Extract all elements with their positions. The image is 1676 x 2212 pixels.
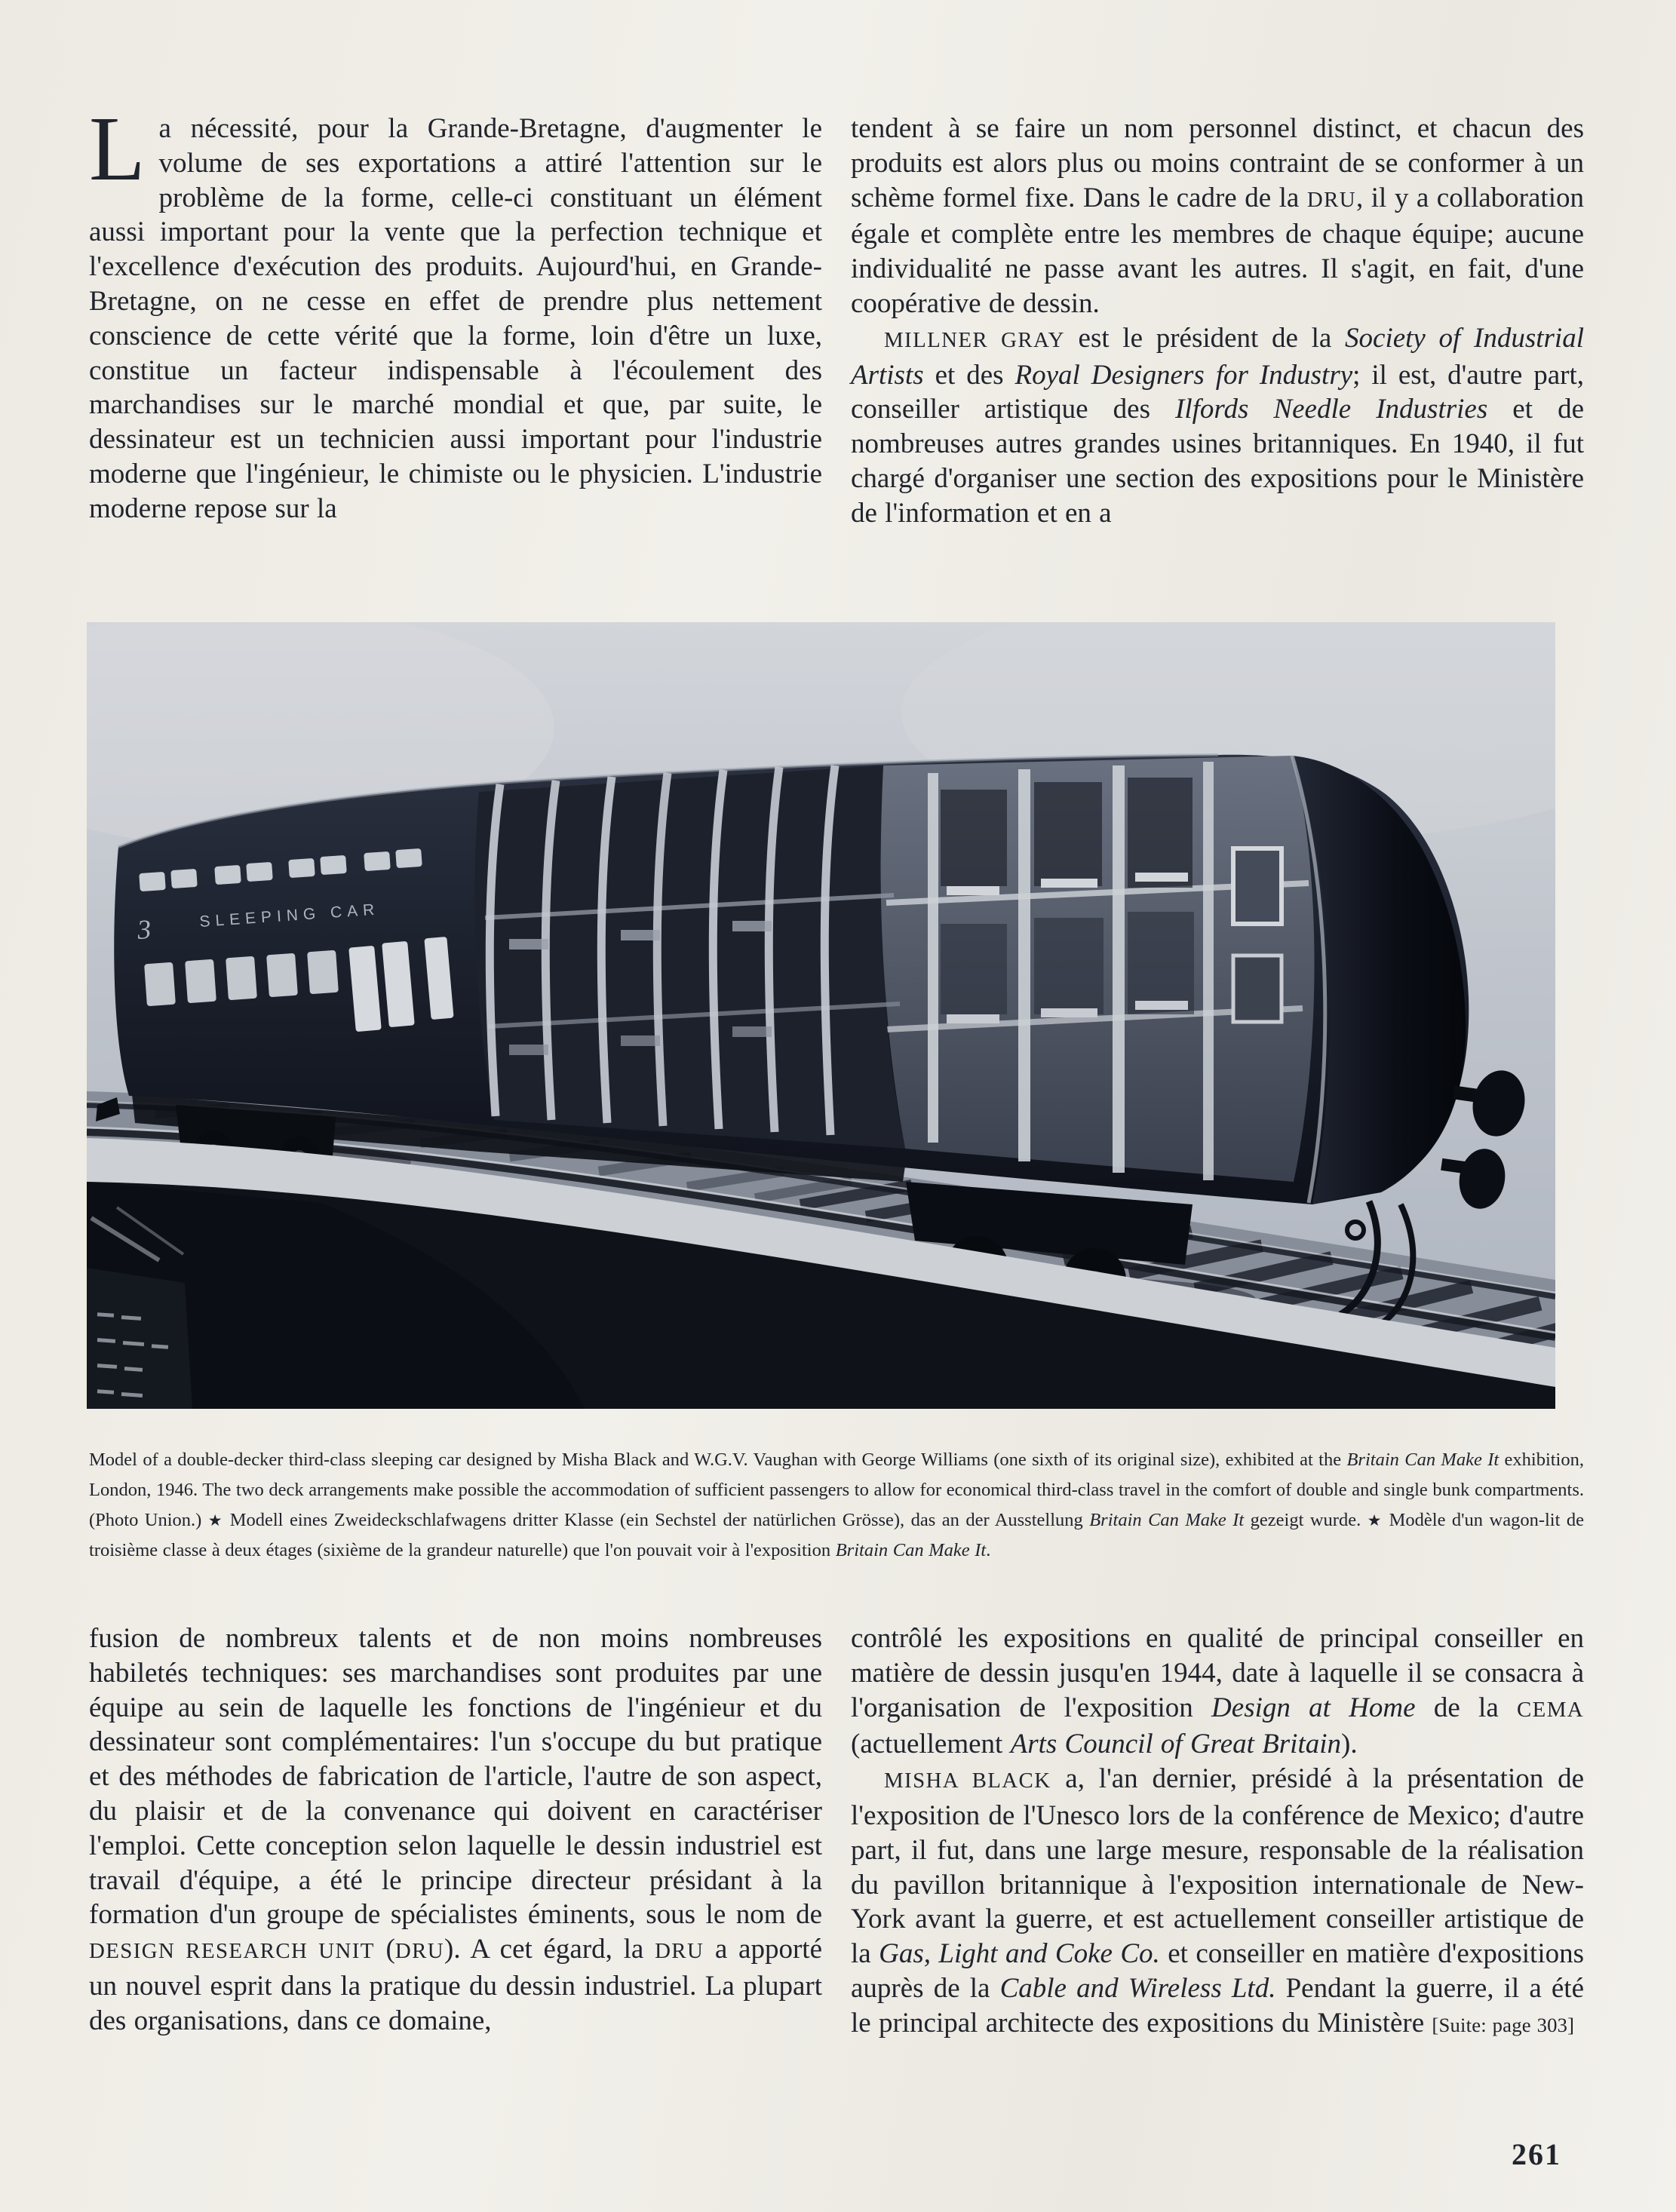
page-number: 261 xyxy=(1512,2137,1561,2171)
column-top-right xyxy=(851,112,1584,531)
paragraph-millner-gray: MILLNER GRAY est le président de la Society of Industrial Artists et des Royal Designers for Industry; il est, d'autre part, conseiller artistique des Ilfords Needle Industries et de nombreuses autres grandes usines britanniques. En 1940, il fut chargé d'organiser une section des expositions pour le Ministère de l'information et en a xyxy=(851,322,1585,529)
column-bottom-left xyxy=(89,1621,822,2043)
column-top-left xyxy=(89,98,822,531)
cutaway-furnished-section xyxy=(880,756,1314,1182)
paragraph-misha-black: MISHA BLACK a, l'an dernier, présidé à la présentation de l'exposition de l'Unesco lors de la conférence de Mexico; d'autre part, il fut, dans une large mesure, responsable de la réalisation du pavillon britannique à l'exposition internationale de New-York avant la guerre, et est actuellement conseiller artistique de la Gas, Light and Coke Co. et conseiller en matière d'expositions auprès de la Cable and Wireless Ltd. Pendant la guerre, il a été le principal architecte des expositions du Ministère [Suite: page 303] xyxy=(851,1763,1584,2039)
train-model-photo xyxy=(87,622,1555,1409)
cutaway-skeleton-section xyxy=(475,765,905,1149)
paragraph-intro-text: a nécessité, pour la Grande-Bretagne, d'augmenter le volume de ses exportations a attiré l'attention sur le problème de la forme, celle-ci constituant un élément aussi important pour la vente que la perfection technique et l'excellence d'exécution des produits. Aujourd'hui, en Grande-Bretagne, on ne cesse en effet de prendre plus nettement conscience de cette vérité que la forme, loin d'être un luxe, constitue un facteur indispensable à l'écoulement des marchandises sur le marché mondial et que, par suite, le dessinateur est un technicien aussi important pour l'industrie moderne que l'ingénieur, le chimiste ou le physicien. L'industrie moderne repose sur la xyxy=(89,113,822,524)
exhibit-plaque xyxy=(87,1268,192,1409)
door-windows xyxy=(348,937,453,1032)
drop-cap: L xyxy=(89,98,146,200)
paragraph-intro xyxy=(89,98,822,526)
column-bottom-right xyxy=(851,1621,1584,2043)
bottom-text-block xyxy=(89,1621,1584,2043)
photo-caption: Model of a double-decker third-class sleeping car designed by Misha Black and W.G.V. Vaughan with George Williams (one sixth of its original size), exhibited at the Britain Can Make It exhibition, London, 1946. The two deck arrangements make possible the accommodation of sufficient passengers to allow for economical third-class travel in the comfort of double and single bunk compartments. (Photo Union.) ★ Modell eines Zweideckschlafwagens dritter Klasse (ein Sechstel der natürlichen Grösse), das an der Ausstellung Britain Can Make It gezeigt wurde. ★ Modèle d'un wagon-lit de troisième classe à deux étages (sixième de la grandeur naturelle) que l'on pouvait voir à l'exposition Britain Can Make It. xyxy=(89,1450,1584,1560)
top-text-block xyxy=(89,98,1585,531)
interior-window-frame xyxy=(1233,848,1282,924)
paragraph-dru: fusion de nombreux talents et de non moins nombreuses habiletés techniques: ses marchandises sont produites par une équipe au sein de laquelle les fonctions de l'ingénieur et du dessinateur sont complémentaires: l'un s'occupe du but pratique et des méthodes de fabrication de l'article, l'autre de son aspect, du plaisir et de la convenance qui doivent en caractériser l'emploi. Cette conception selon laquelle le dessin industriel est travail d'équipe, a été le principe directeur présidant à la formation d'un groupe de spécialistes éminents, sous le nom de DESIGN RESEARCH UNIT (DRU). A cet égard, la DRU a apporté un nouvel esprit dans la pratique du dessin industriel. La plupart des organisations, dans ce domaine, xyxy=(89,1623,823,2036)
sleeping-car-label: SLEEPING CAR xyxy=(198,900,380,931)
class-numeral-label: 3 xyxy=(136,913,152,945)
photo-figure xyxy=(87,622,1555,1409)
paragraph-cema: contrôlé les expositions en qualité de principal conseiller en matière de dessin jusqu'en 1944, date à laquelle il se consacra à l'organisation de l'exposition Design at Home de la CEMA (actuellement Arts Council of Great Britain). xyxy=(851,1623,1584,1760)
paragraph-continuation: tendent à se faire un nom personnel distinct, et chacun des produits est alors plus ou moins contraint de se conformer à un schème formel fixe. Dans le cadre de la DRU, il y a collaboration égale et complète entre les membres de chaque équipe; aucune individualité ne passe avant les autres. Il s'agit, en fait, d'une coopérative de dessin. xyxy=(851,113,1584,319)
